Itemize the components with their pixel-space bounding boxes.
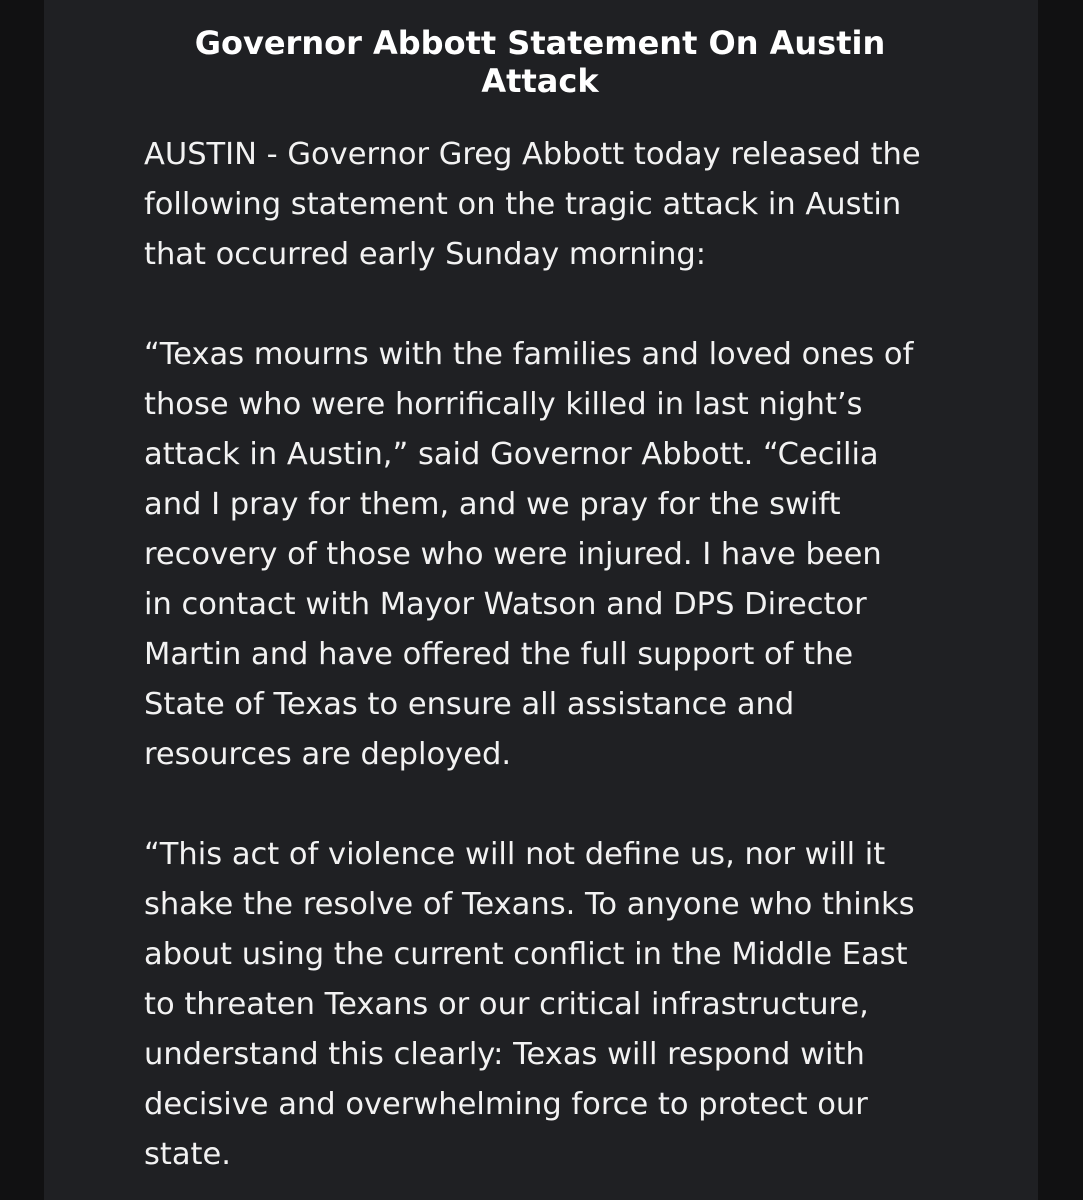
statement-panel <box>44 0 1038 1200</box>
statement-paragraph-intro: AUSTIN - Governor Greg Abbott today released the following statement on the tragic attack in Austin that occurred early Sunday morning: <box>144 137 921 272</box>
statement-paragraph-quote-2: “This act of violence will not define us, nor will it shake the resolve of Texans. To anyone who thinks about using the current conflict in the Middle East to threaten Texans or our critical infrastructure, understand this clearly: Texas will respond with decisive and overwhelming force to protect our state. <box>144 837 915 1172</box>
statement-paragraph-quote-1: “Texas mourns with the families and loved ones of those who were horrifically killed in last night’s attack in Austin,” said Governor Abbott. “Cecilia and I pray for them, and we pray for the swift recovery of those who were injured. I have been in contact with Mayor Watson and DPS Director Martin and have offered the full support of the State of Texas to ensure all assistance and resources are deployed. <box>144 337 914 772</box>
statement-title: Governor Abbott Statement On Austin Attack <box>194 24 886 100</box>
